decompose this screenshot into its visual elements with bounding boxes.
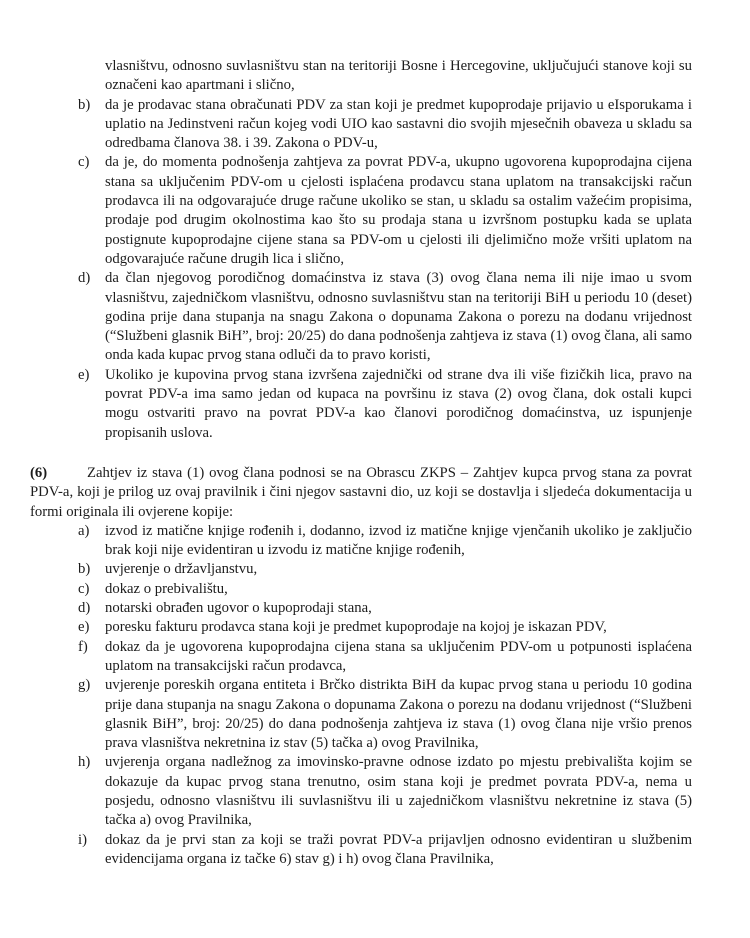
list-item xyxy=(78,580,692,599)
paragraph-6-number: (6) xyxy=(30,464,48,481)
item-label: f) xyxy=(78,638,88,655)
item-text: poresku fakturu prodavca stana koji je predmet kupoprodaje na kojoj je iskazan PDV, xyxy=(105,619,607,636)
list-item xyxy=(78,599,692,618)
item-text: Ukoliko je kupovina prvog stana izvršena zajednički od strane dva ili više fizičkih lica, pravo na povrat PDV-a ima samo jedan od kupaca na površinu iz stava (2) ovog člana, dok ostali kupci mogu ostvariti pravo na povrat PDV-a kao članovi porodičnog domaćinstva, uz ispunjenje propisanih uslova. xyxy=(105,366,692,441)
item-text: da član njegovog porodičnog domaćinstva iz stava (3) ovog člana nema ili nije imao u svom vlasništvu, zajedničkom vlasništvu, odnosno suvlasništvu stan na teritoriji BiH u periodu 10 (deset) godina prije dana stupanja na snagu Zakona o dopunama Zakona o porezu na dodanu vrijednost (“Službeni glasnik BiH”, broj: 20/25) do dana podnošenja zahtjeva iz stava (1) ovog člana, ali samo onda kada kupac prvog stana odluči da to pravo koristi, xyxy=(105,270,692,364)
item-text: notarski obrađen ugovor o kupoprodaji stana, xyxy=(105,600,372,617)
paragraph-6 xyxy=(30,464,692,522)
item-label: b) xyxy=(78,561,91,578)
list-item xyxy=(78,153,692,269)
list-item xyxy=(78,753,692,830)
item-text: dokaz da je ugovorena kupoprodajna cijena stana sa uključenim PDV-om u potpunosti isplaćena uplatom na transakcijski račun prodavca, xyxy=(105,638,692,674)
item-a-continuation-text: vlasništvu, odnosno suvlasništvu stan na teritoriji Bosne i Hercegovine, uključujući stanove koji su označeni kao apartmani i slično, xyxy=(105,58,692,94)
item-text: uvjerenje o državljanstvu, xyxy=(105,561,258,578)
list-item xyxy=(78,522,692,561)
list-item xyxy=(78,831,692,870)
item-text: da je prodavac stana obračunati PDV za stan koji je predmet kupoprodaje prijavio u eIsporukama i uplatio na Jedinstveni račun kojeg vodi UIO kao sastavni dio svojih mjesečnih obaveza u skladu sa odredbama članova 38. i 39. Zakona o PDV-u, xyxy=(105,96,692,152)
item-label: c) xyxy=(78,580,90,597)
item-label: b) xyxy=(78,96,91,113)
item-text: uvjerenja organa nadležnog za imovinsko-pravne odnose izdato po mjestu prebivališta kojim se dokazuje da kupac prvog stana trenutno, osim stana koji je predmet povrata PDV-a, nema u posjedu, odnosno vlasništvu ili suvlasništvu ili u zajedničkom vlasništvu nekretnine iz stava (5) tačka a) ovog Pravilnika, xyxy=(105,754,692,829)
item-label: c) xyxy=(78,154,90,171)
item-label: d) xyxy=(78,600,91,617)
item-text: uvjerenje poreskih organa entiteta i Brčko distrikta BiH da kupac prvog stana u periodu 10 godina prije dana stupanja na snagu Zakona o dopunama Zakona o porezu na dodanu vrijednost (“Službeni glasnik BiH”, broj: 20/25) do dana podnošenja zahtjeva iz stava (1) ovog člana nije vršio prenos prava vlasništva nekretnina iz stav (5) tačka a) ovog Pravilnika, xyxy=(105,677,692,752)
paragraph-6-text: Zahtjev iz stava (1) ovog člana podnosi se na Obrascu ZKPS – Zahtjev kupca prvog stana za povrat PDV-a, koji je prilog uz ovaj pravilnik i čini njegov sastavni dio, uz koji se dostavlja i sljedeća dokumentacija u formi originala ili ovjerene kopije: xyxy=(30,464,692,520)
list-item xyxy=(78,618,692,637)
item-label: e) xyxy=(78,366,90,383)
item-text: dokaz da je prvi stan za koji se traži povrat PDV-a prijavljen odnosno evidentiran u službenim evidencijama organa iz tačke 6) stav g) i h) ovog člana Pravilnika, xyxy=(105,831,692,867)
item-label: d) xyxy=(78,270,91,287)
list-item xyxy=(78,366,692,443)
list-item xyxy=(78,269,692,365)
item-text: izvod iz matične knjige rođenih i, dodanno, izvod iz matične knjige vjenčanih ukoliko je zaključio brak koji nije evidentiran u izvodu iz matične knjige rođenih, xyxy=(105,522,692,559)
item-label: e) xyxy=(78,619,90,636)
document-page xyxy=(30,57,692,869)
list-item xyxy=(78,560,692,579)
item-label: h) xyxy=(78,754,91,771)
item-label: g) xyxy=(78,677,91,694)
item-text: dokaz o prebivalištu, xyxy=(105,580,228,597)
item-text: da je, do momenta podnošenja zahtjeva za povrat PDV-a, ukupno ugovorena kupoprodajna cijena stana sa uključenim PDV-om u cjelosti isplaćena prodavcu stana uplatom na transakcijski račun prodavca ili na odgovarajuće druge račune ukoliko se stan, u skladu sa ostalim važećim propisima, prodaje pod drugim okolnostima kao što su prodaja stana u izvršnom postupku kada se uplata postignute kupoprodajne cijene stana sa PDV-om u cjelosti ili djelimično može vršiti uplatom na odgovarajuće račune drugih lica i slično, xyxy=(105,154,692,267)
list-item xyxy=(78,638,692,677)
item-label: i) xyxy=(78,831,87,848)
item-label: a) xyxy=(78,522,90,539)
list-item xyxy=(78,676,692,753)
list-item xyxy=(78,96,692,154)
